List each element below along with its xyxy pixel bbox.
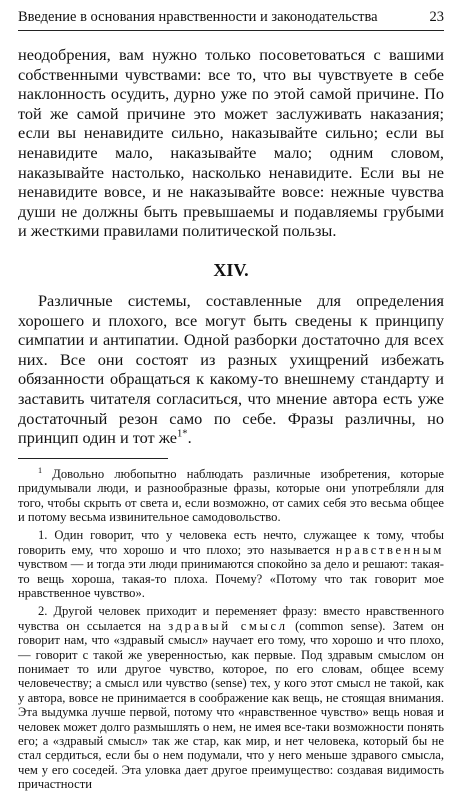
footnote-1-mark: 1 — [38, 465, 43, 475]
footnote-item-1-emphasis: нравственным — [335, 542, 444, 557]
footnote-item-2-after: (common sense). Затем он говорит нам, что «здравый смысл» научает его тому, что хорошо и что плохо, — говорит с такой же уверенностью, как первые. Под здравым смыслом он понимает то или другое чувство, которое, по его словам, общее всему человечеству; а смысл или чувство (sense) тех, у кого этот смысл не такой, как у автора, вовсе не принимается в соображение как вещь, не стоящая внимания. Эта выдумка лучше первой, потому что «нравственное чувство» вещь новая и человек может долго размышлять о нем, не имея все-таки возможности понять его; а «здравый смысл» так же стар, как мир, и нет человека, который бы не стал сердиться, если бы о нем подумали, что у него меньше здравого смысла, чем у его соседей. Эта уловка дает другое преимущество: создавая видимость причастности — [18, 618, 444, 792]
body-text — [18, 45, 444, 448]
footnote-1-text: Довольно любопытно наблюдать различные изобретения, которые придумывали люди, и разнообразные фразы, которые они употребляли для того, чтобы скрыть от света и, если возможно, от самих себя это весьма общее и потому весьма извинительное самодовольство. — [18, 466, 444, 524]
footnote-item-1 — [18, 528, 444, 600]
section-paragraph-end: . — [187, 428, 192, 448]
footnote-rule — [18, 458, 168, 459]
footnote-item-2-emphasis: здравый смысл — [168, 618, 288, 633]
running-head — [18, 8, 444, 31]
running-head-title: Введение в основания нравственности и законодательства — [18, 9, 378, 25]
footnote-1 — [18, 467, 444, 525]
footnote-item-2-before: 2. Другой человек приходит и переменяет фразу: вместо нравственного чувства он ссылается на — [18, 604, 444, 633]
footnote-item-2 — [18, 604, 444, 791]
section-title: XIV. — [213, 259, 249, 280]
footnote-item-1-before: 1. Один говорит, что у человека есть нечто, служащее к тому, чтобы говорить ему, что хорошо и что плохо; это называется — [18, 528, 444, 557]
book-page — [18, 8, 444, 796]
footnote-reference: 1* — [177, 428, 188, 440]
footnotes — [18, 467, 444, 792]
page-number: 23 — [429, 9, 444, 25]
footnote-item-1-after: чувством — и тогда эти люди принимаются спокойно за дело и решают: такая-то вещь хороша, такая-то плоха. Почему? «Потому что так говорит мое нравственное чувство». — [18, 557, 444, 600]
continuation-paragraph: неодобрения, вам нужно только посоветоваться с вашими собственными чувствами: все то, что вы чувствуете в себе наклонность осудить, дурно уже по этой самой причине. По той же самой причине это может заслуживать наказания; если вы ненавидите сильно, наказывайте сильно; если вы ненавидите мало, наказывайте мало; одним словом, наказывайте настолько, насколько ненавидите. Если вы не ненавидите вовсе, и не наказывайте вовсе: нежные чувства души не должны быть превышаемы и подавляемы грубыми и жесткими правилами политической пользы. — [18, 45, 444, 241]
section-paragraph-text: Различные системы, составленные для определения хорошего и плохого, все могут быть сведены к принципу симпатии и антипатии. Одной разборки достаточно для всех них. Все они состоят из разных ухищрений избежать обязанности обращаться к какому-то внешнему стандарту и заставить читателя согласиться, что мнение автора есть уже достаточный резон само по себе. Фразы различны, но принцип один и тот же — [18, 290, 444, 448]
section-paragraph — [18, 291, 444, 448]
